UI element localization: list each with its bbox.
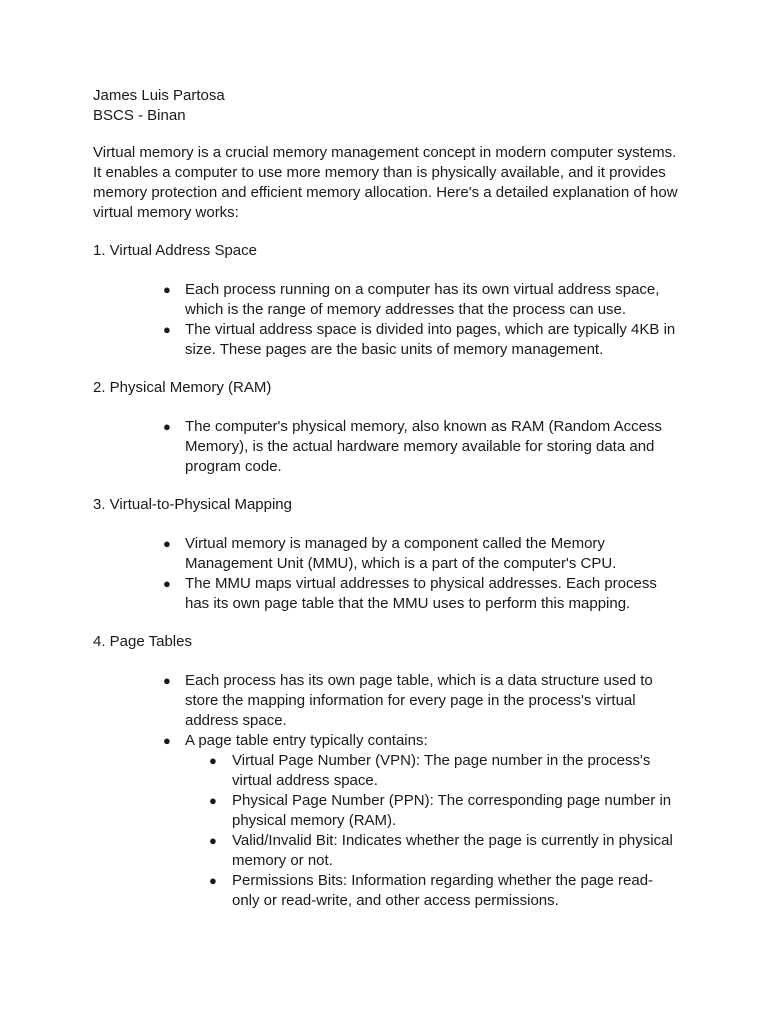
- section-heading-virtual-to-physical-mapping: 3. Virtual-to-Physical Mapping: [93, 496, 292, 513]
- section-heading-page-tables: 4. Page Tables: [93, 633, 192, 650]
- bullet-icon: ●: [209, 873, 217, 888]
- sub-list-item: [185, 871, 678, 911]
- sub-list-item-text: Valid/Invalid Bit: Indicates whether the page is currently in physical memory or not.: [232, 832, 673, 869]
- bullet-icon: ●: [163, 419, 171, 434]
- bullet-list: [93, 534, 678, 614]
- sub-list-item-text: Physical Page Number (PPN): The corresponding page number in physical memory (RAM).: [232, 792, 672, 829]
- list-item: [93, 280, 678, 320]
- bullet-icon: ●: [163, 673, 171, 688]
- sub-list-item: [185, 831, 678, 871]
- bullet-list: [93, 417, 678, 477]
- author-program: BSCS - Binan: [93, 107, 186, 124]
- bullet-list: [93, 671, 678, 911]
- sub-list-item-text: Virtual Page Number (VPN): The page number in the process's virtual address space.: [232, 752, 651, 789]
- list-item-text: The computer's physical memory, also known as RAM (Random Access Memory), is the actual hardware memory available for storing data and program code.: [185, 418, 662, 475]
- list-item: [93, 731, 678, 911]
- list-item-text: Each process has its own page table, which is a data structure used to store the mapping information for every page in the process's virtual address space.: [185, 672, 653, 729]
- list-item: [93, 534, 678, 574]
- list-item: [93, 671, 678, 731]
- bullet-icon: ●: [163, 322, 171, 337]
- bullet-list: [93, 280, 678, 360]
- section-heading-physical-memory: 2. Physical Memory (RAM): [93, 379, 272, 396]
- author-name: James Luis Partosa: [93, 87, 225, 104]
- sub-list-item: [185, 791, 678, 831]
- section-heading-virtual-address-space: 1. Virtual Address Space: [93, 242, 257, 259]
- bullet-icon: ●: [209, 833, 217, 848]
- bullet-icon: ●: [163, 733, 171, 748]
- sub-bullet-list: [185, 751, 678, 911]
- bullet-icon: ●: [163, 536, 171, 551]
- list-item-text: A page table entry typically contains:: [185, 732, 428, 749]
- sub-list-item: [185, 751, 678, 791]
- list-item: [93, 320, 678, 360]
- list-item: [93, 417, 678, 477]
- document-body: [93, 86, 678, 911]
- list-item-text: The MMU maps virtual addresses to physical addresses. Each process has its own page table that the MMU uses to perform this mapping.: [185, 575, 657, 612]
- list-item-text: The virtual address space is divided into pages, which are typically 4KB in size. These pages are the basic units of memory management.: [185, 321, 676, 358]
- list-item: [93, 574, 678, 614]
- bullet-icon: ●: [163, 576, 171, 591]
- list-item-text: Each process running on a computer has its own virtual address space, which is the range of memory addresses that the process can use.: [185, 281, 660, 318]
- bullet-icon: ●: [209, 753, 217, 768]
- list-item-text: Virtual memory is managed by a component called the Memory Management Unit (MMU), which is a part of the computer's CPU.: [185, 535, 617, 572]
- bullet-icon: ●: [163, 282, 171, 297]
- bullet-icon: ●: [209, 793, 217, 808]
- intro-paragraph: Virtual memory is a crucial memory management concept in modern computer systems. It enables a computer to use more memory than is physically available, and it provides memory protection and efficient memory allocation. Here's a detailed explanation of how virtual memory works:: [93, 144, 678, 221]
- sub-list-item-text: Permissions Bits: Information regarding whether the page read-only or read-write, and other access permissions.: [232, 872, 654, 909]
